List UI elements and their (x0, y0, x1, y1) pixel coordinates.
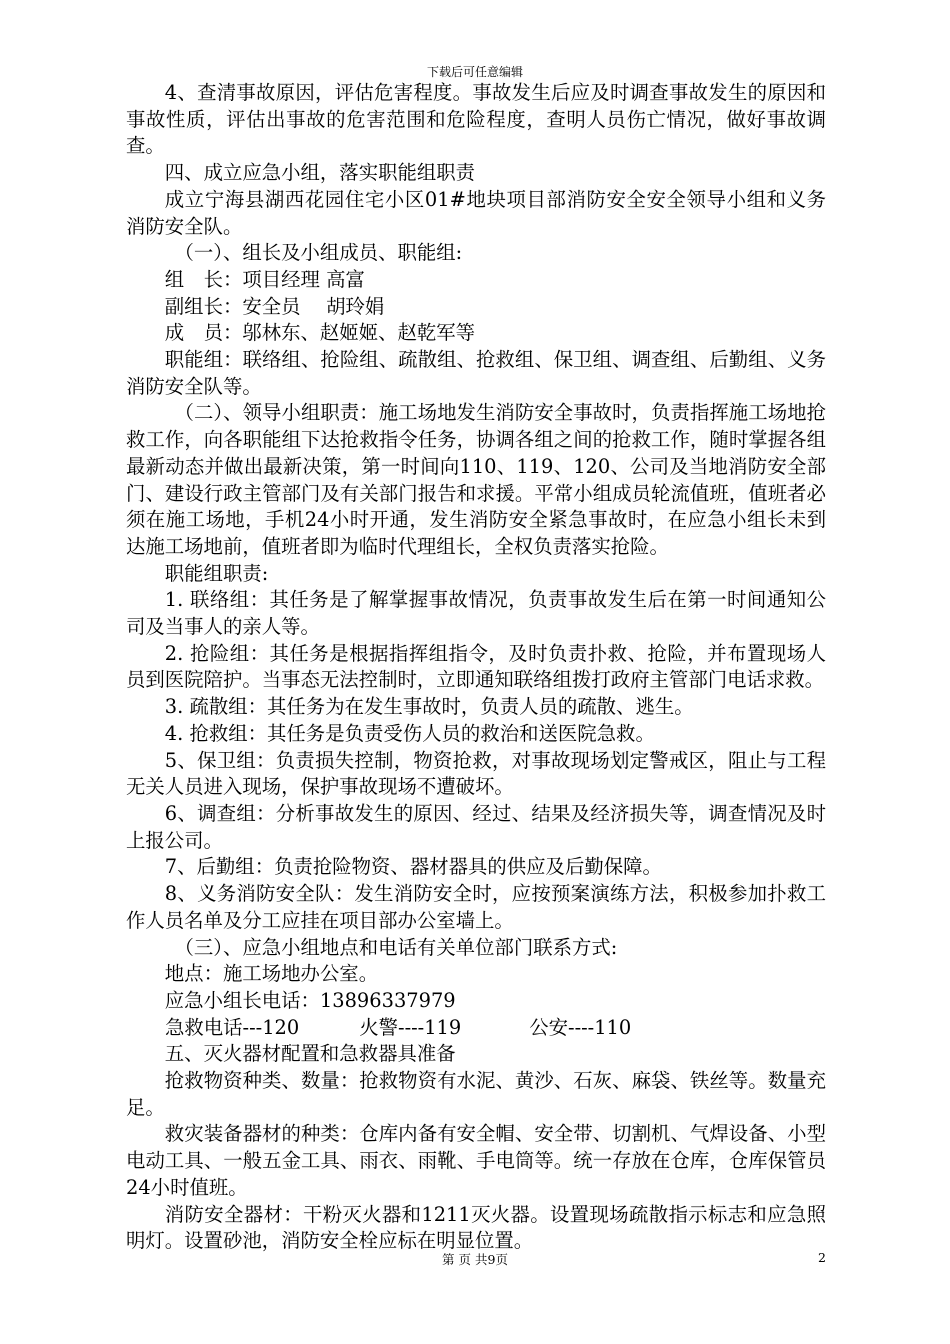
duty-item: 5、保卫组：负责损失控制，物资抢救，对事故现场划定警戒区，阻止与工程无关人员进入现场，保护事故现场不遭破坏。 (126, 748, 826, 799)
duty-item: 7、后勤组：负责抢险物资、器材器具的供应及后勤保障。 (164, 855, 662, 879)
emergency-first-aid: 急救电话---120 (165, 1015, 300, 1039)
team-members: 成 员：邬林东、赵姬姬、赵乾军等 (164, 321, 476, 345)
duty-title: 职能组职责: (164, 561, 269, 585)
subsection-title-3: （三）、应急小组地点和电话有关单位部门联系方式: (174, 935, 618, 959)
section-heading-5: 五、灭火器材配置和急救器具准备 (164, 1042, 456, 1066)
page-number: 2 (818, 1250, 826, 1265)
duty-item: 3. 疏散组：其任务为在发生事故时，负责人员的疏散、逃生。 (164, 695, 694, 719)
equipment-paragraph: 消防安全器材：干粉灭火器和1211灭火器。设置现场疏散指示标志和应急照明灯。设置砂池，消防安全栓应标在明显位置。 (126, 1202, 826, 1253)
equipment-paragraph: 抢救物资种类、数量：抢救物资有水泥、黄沙、石灰、麻袋、铁丝等。数量充足。 (126, 1069, 826, 1119)
emergency-fire: 火警----119 (359, 1015, 462, 1039)
team-deputy: 副组长：安全员 胡玲娟 (164, 294, 385, 318)
duty-item: 1. 联络组：其任务是了解掌握事故情况，负责事故发生后在第一时间通知公司及当事人的亲人等。 (126, 588, 826, 639)
contact-phone: 应急小组长电话：13896337979 (164, 988, 456, 1012)
emergency-numbers (126, 1015, 826, 1042)
team-leader: 组 长：项目经理 高富 (164, 267, 365, 291)
duty-item: 4. 抢救组：其任务是负责受伤人员的救治和送医院急救。 (164, 721, 655, 745)
document-body (126, 80, 826, 1255)
duty-item: 6、调查组：分析事故发生的原因、经过、结果及经济损失等，调查情况及时上报公司。 (126, 801, 826, 852)
subsection-title-1: （一）、组长及小组成员、职能组: (174, 241, 463, 265)
equipment-paragraph: 救灾装备器材的种类：仓库内备有安全帽、安全带、切割机、气焊设备、小型电动工具、一般五金工具、雨衣、雨靴、手电筒等。统一存放在仓库，仓库保管员24小时值班。 (126, 1122, 826, 1199)
subsection-leadership-duties: （二）、领导小组职责：施工场地发生消防安全事故时，负责指挥施工场地抢救工作，向各职能组下达抢救指令任务，协调各组之间的抢救工作，随时掌握各组最新动态并做出最新决策，第一时间向110、119、120、公司及当地消防安全部门、建设行政主管部门及有关部门报告和求援。平常小组成员轮流值班，值班者必须在施工场地，手机24小时开通，发生消防安全紧急事故时，在应急小组长未到达施工场地前，值班者即为临时代理组长，全权负责落实抢险。 (126, 401, 826, 558)
paragraph-investigate: 4、查清事故原因，评估危害程度。事故发生后应及时调查事故发生的原因和事故性质，评估出事故的危害范围和危险程度，查明人员伤亡情况，做好事故调查。 (126, 81, 826, 158)
paragraph-establish-team: 成立宁海县湖西花园住宅小区01#地块项目部消防安全安全领导小组和义务消防安全队。 (126, 187, 826, 238)
duty-item: 2. 抢险组：其任务是根据指挥组指令，及时负责扑救、抢险，并布置现场人员到医院陪护。当事态无法控制时，立即通知联络组拨打政府主管部门电话求救。 (126, 641, 826, 692)
page-footer-count: 第 页 共9页 (442, 1252, 508, 1267)
emergency-police: 公安----110 (529, 1015, 632, 1039)
duty-item: 8、义务消防安全队：发生消防安全时，应按预案演练方法，积极参加扑救工作人员名单及分工应挂在项目部办公室墙上。 (126, 882, 826, 932)
contact-place: 地点：施工场地办公室。 (164, 962, 379, 986)
page-header-note: 下载后可任意编辑 (426, 65, 523, 79)
section-heading-4: 四、成立应急小组，落实职能组职责 (164, 161, 476, 185)
functional-groups: 职能组：联络组、抢险组、疏散组、抢救组、保卫组、调查组、后勤组、义务消防安全队等。 (126, 348, 826, 398)
